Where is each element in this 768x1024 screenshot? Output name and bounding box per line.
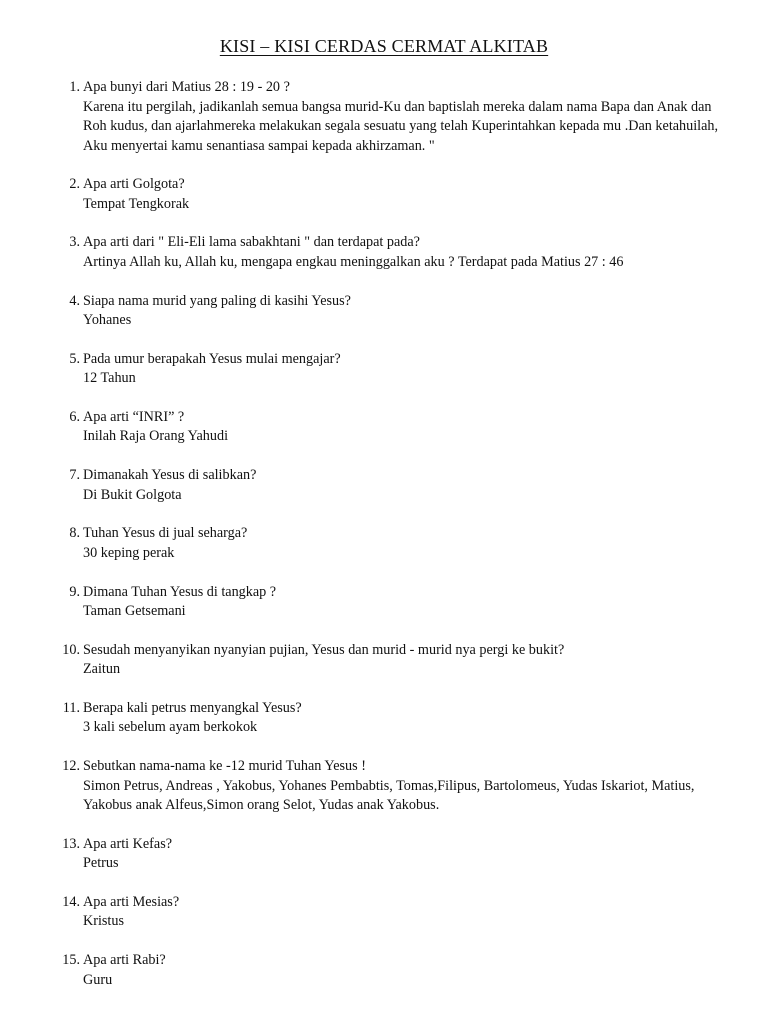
qa-answer: 3 kali sebelum ayam berkokok <box>83 719 258 736</box>
qa-question: Berapa kali petrus menyangkal Yesus? <box>83 699 302 716</box>
qa-item-11 <box>56 699 736 738</box>
qa-answer: Guru <box>83 971 113 988</box>
qa-question: Apa bunyi dari Matius 28 : 19 - 20 ? <box>83 79 290 95</box>
qa-answer: Simon Petrus, Andreas , Yakobus, Yohanes Pembabtis, Tomas,Filipus, Bartolomeus, Yudas Iskariot, Matius, Yakobus anak Alfeus,Simon orang Selot, Yudas anak Yakobus. <box>83 777 695 814</box>
qa-item-7 <box>56 466 736 505</box>
qa-number: 15. <box>62 952 80 969</box>
qa-item-13 <box>56 835 736 874</box>
qa-question: Dimanakah Yesus di salibkan? <box>83 467 257 484</box>
qa-answer: Kristus <box>83 913 124 930</box>
qa-answer: Zaitun <box>83 661 121 678</box>
qa-question: Siapa nama murid yang paling di kasihi Yesus? <box>83 292 351 309</box>
qa-question: Apa arti Mesias? <box>83 893 180 910</box>
qa-item-2 <box>56 175 736 214</box>
qa-item-4 <box>56 292 736 331</box>
qa-question: Pada umur berapakah Yesus mulai mengajar? <box>83 350 341 367</box>
qa-number: 13. <box>62 835 80 852</box>
qa-item-3 <box>56 233 736 272</box>
qa-answer: Karena itu pergilah, jadikanlah semua bangsa murid-Ku dan baptislah mereka dalam nama Bapa dan Anak dan Roh kudus, dan ajarlahmereka melakukan segala sesuatu yang telah Kuperintahkan kepada mu .Dan ketahuilah, Aku menyertai kamu senantiasa sampai kepada akhirzaman. " <box>83 98 719 154</box>
qa-answer: Taman Getsemani <box>83 603 186 619</box>
qa-number: 6. <box>69 408 80 425</box>
qa-question: Sesudah menyanyikan nyanyian pujian, Yesus dan murid - murid nya pergi ke bukit? <box>83 641 565 658</box>
qa-number: 14. <box>62 893 80 910</box>
qa-number: 12. <box>62 758 80 775</box>
qa-list <box>56 78 736 1009</box>
qa-number: 5. <box>69 350 80 367</box>
qa-question: Apa arti Golgota? <box>83 176 185 193</box>
qa-answer: Inilah Raja Orang Yahudi <box>83 428 229 445</box>
qa-answer: Yohanes <box>83 312 132 329</box>
qa-answer: Tempat Tengkorak <box>83 195 190 212</box>
qa-item-6 <box>56 408 736 447</box>
qa-question: Apa arti dari " Eli-Eli lama sabakhtani " dan terdapat pada? <box>83 234 420 251</box>
qa-item-15 <box>56 951 736 990</box>
qa-answer: 30 keping perak <box>83 544 175 561</box>
qa-number: 1. <box>69 79 80 95</box>
qa-number: 10. <box>62 641 80 658</box>
qa-question: Sebutkan nama-nama ke -12 murid Tuhan Yesus ! <box>83 758 366 775</box>
qa-question: Tuhan Yesus di jual seharga? <box>83 525 248 542</box>
qa-answer: 12 Tahun <box>83 370 136 387</box>
document-title: KISI – KISI CERDAS CERMAT ALKITAB <box>219 36 549 56</box>
qa-question: Apa arti Rabi? <box>83 952 166 969</box>
qa-question: Dimana Tuhan Yesus di tangkap ? <box>83 583 277 600</box>
qa-number: 11. <box>62 699 80 716</box>
qa-item-5 <box>56 350 736 389</box>
qa-item-8 <box>56 524 736 563</box>
qa-number: 9. <box>69 583 80 600</box>
qa-item-12 <box>56 757 736 816</box>
qa-question: Apa arti Kefas? <box>83 835 173 852</box>
qa-number: 7. <box>69 467 80 484</box>
qa-item-10 <box>56 641 736 680</box>
qa-item-9 <box>56 583 736 622</box>
qa-item-1 <box>56 78 736 156</box>
qa-number: 4. <box>69 292 80 309</box>
qa-item-14 <box>56 893 736 932</box>
qa-answer: Di Bukit Golgota <box>83 486 182 503</box>
document-title-wrapper <box>0 34 768 58</box>
qa-number: 3. <box>69 234 80 251</box>
qa-number: 2. <box>69 176 80 193</box>
qa-number: 8. <box>69 525 80 542</box>
qa-answer: Petrus <box>83 855 119 872</box>
qa-question: Apa arti “INRI” ? <box>83 408 185 425</box>
qa-answer: Artinya Allah ku, Allah ku, mengapa engkau meninggalkan aku ? Terdapat pada Matius 27 : 46 <box>83 253 624 270</box>
